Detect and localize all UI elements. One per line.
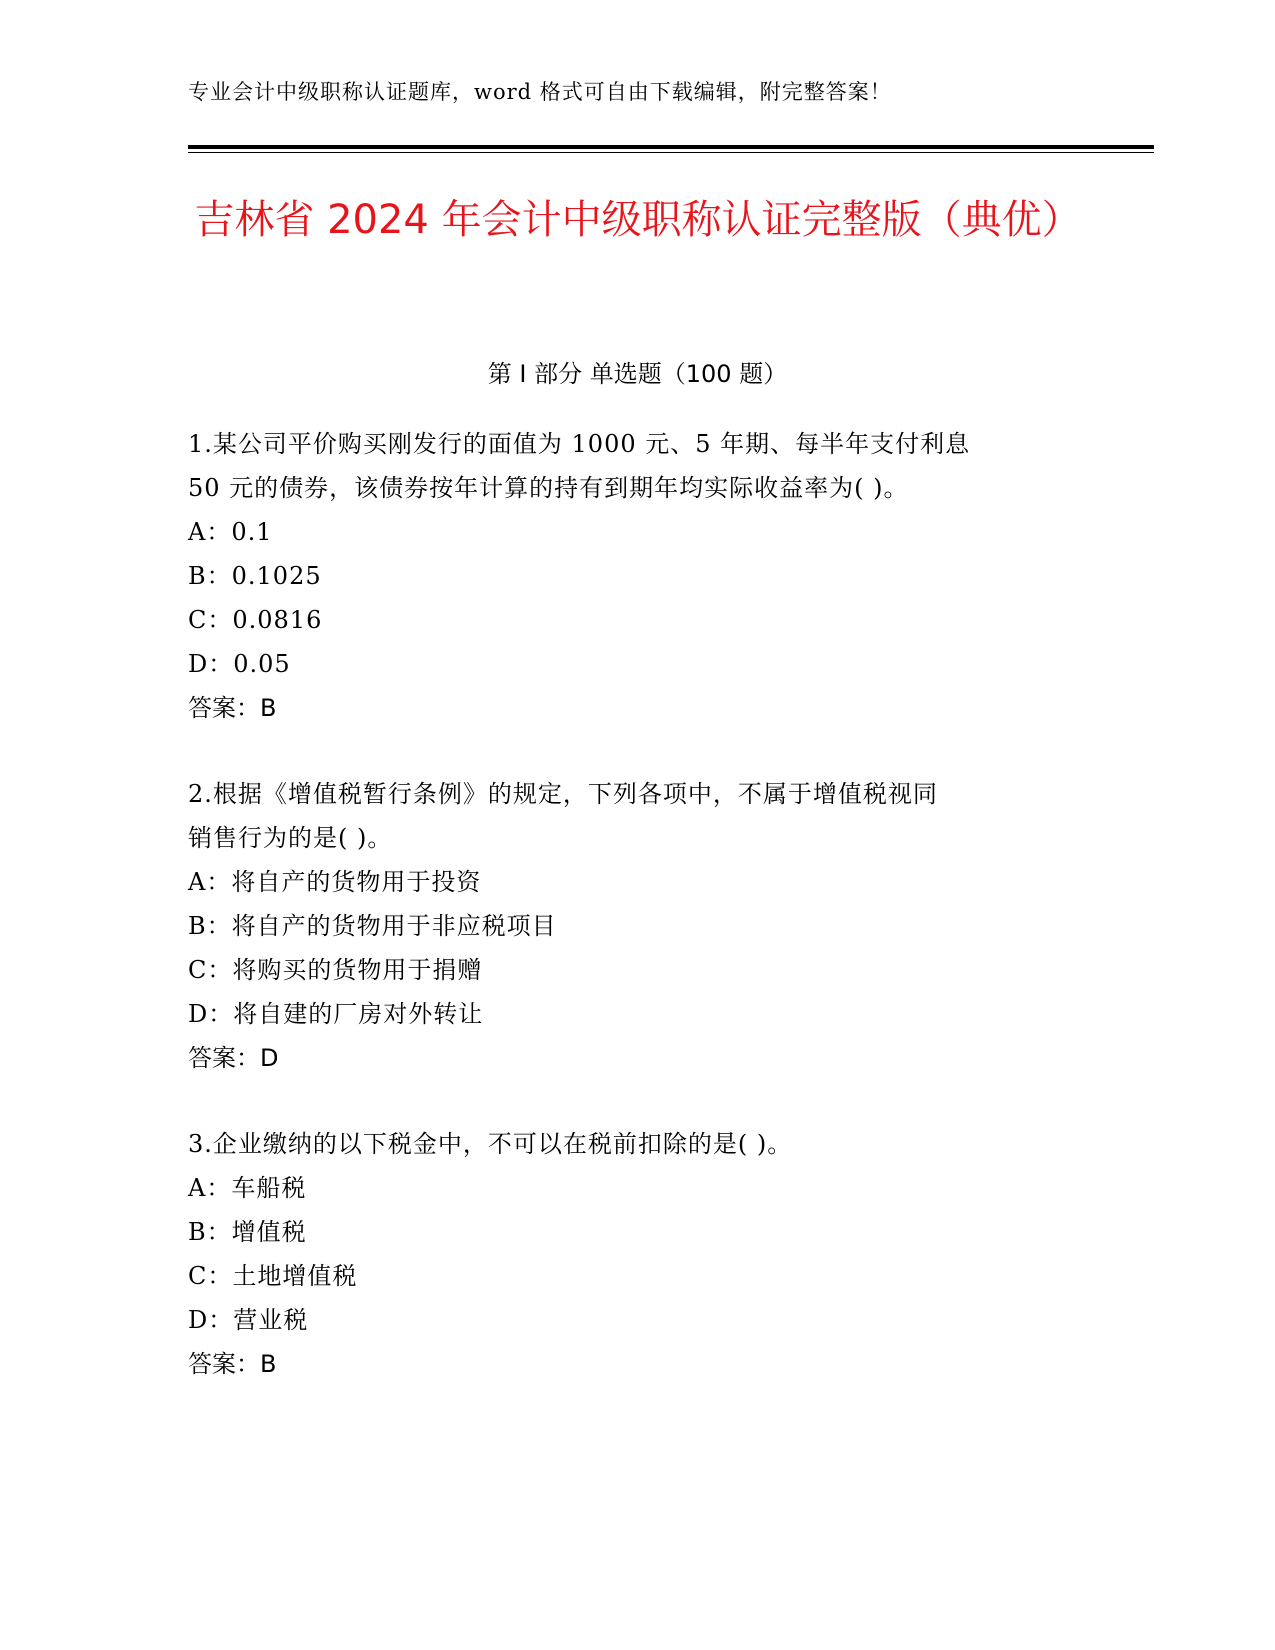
- question-2-stem-line-2: 销售行为的是( )。: [188, 824, 393, 852]
- header-divider-thin: [188, 152, 1154, 153]
- question-2-answer: 答案：D: [188, 1044, 279, 1072]
- question-3-answer: 答案：B: [188, 1350, 277, 1378]
- question-2-option-d: D：将自建的厂房对外转让: [188, 1000, 484, 1028]
- question-3-option-a: A：车船税: [188, 1174, 307, 1202]
- question-3-option-d: D：营业税: [188, 1306, 309, 1334]
- question-1-stem-line-2: 50 元的债券，该债券按年计算的持有到期年均实际收益率为( )。: [188, 474, 909, 502]
- header-note: 专业会计中级职称认证题库，word 格式可自由下载编辑，附完整答案！: [188, 80, 892, 104]
- question-1-answer: 答案：B: [188, 694, 277, 722]
- document-title: 吉林省 2024 年会计中级职称认证完整版（典优）: [194, 197, 1082, 243]
- header-divider-thick: [188, 145, 1154, 149]
- question-1-stem-line-1: 1.某公司平价购买刚发行的面值为 1000 元、5 年期、每半年支付利息: [188, 430, 971, 458]
- question-1-option-c: C：0.0816: [188, 606, 323, 634]
- question-2-option-a: A：将自产的货物用于投资: [188, 868, 482, 896]
- question-2-stem-line-1: 2.根据《增值税暂行条例》的规定，下列各项中，不属于增值税视同: [188, 780, 938, 808]
- question-3-stem-line-1: 3.企业缴纳的以下税金中，不可以在税前扣除的是( )。: [188, 1130, 793, 1158]
- question-3-option-b: B：增值税: [188, 1218, 307, 1246]
- question-2-option-c: C：将购买的货物用于捐赠: [188, 956, 483, 984]
- section-title: 第 I 部分 单选题（100 题）: [487, 360, 788, 388]
- question-1-option-b: B：0.1025: [188, 562, 322, 590]
- question-1-option-d: D：0.05: [188, 650, 291, 678]
- question-2-option-b: B：将自产的货物用于非应税项目: [188, 912, 557, 940]
- question-1-option-a: A：0.1: [188, 518, 273, 546]
- question-3-option-c: C：土地增值税: [188, 1262, 358, 1290]
